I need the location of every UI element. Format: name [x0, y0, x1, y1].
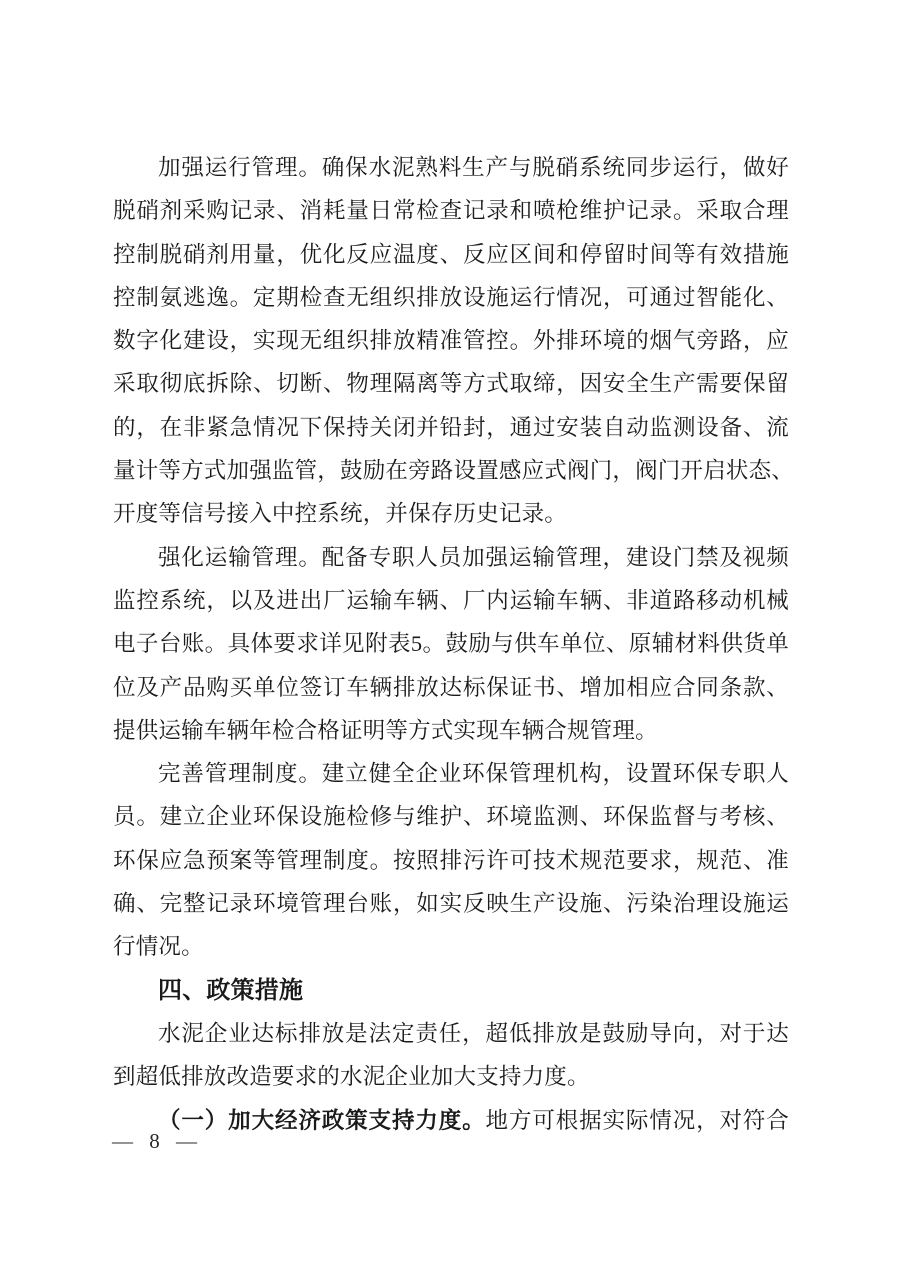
- text-line: 确、完整记录环境管理台账，如实反映生产设施、污染治理设施运: [113, 891, 789, 917]
- page-number: — 8 —: [112, 1129, 198, 1153]
- text-line: 位及产品购买单位签订车辆排放达标保证书、增加相应合同条款、: [113, 674, 789, 700]
- text-line: 员。建立企业环保设施检修与维护、环境监测、环保监督与考核、: [113, 804, 789, 830]
- text-line: 脱硝剂采购记录、消耗量日常检查记录和喷枪维护记录。采取合理: [113, 198, 789, 224]
- text-line: 到超低排放改造要求的水泥企业加大支持力度。: [113, 1064, 590, 1090]
- text-line: 电子台账。具体要求详见附表5。鼓励与供车单位、原辅材料供货单: [113, 631, 789, 657]
- bold-lead-text: （一）加大经济政策支持力度。: [158, 1107, 486, 1133]
- text-line: 采取彻底拆除、切断、物理隔离等方式取缔，因安全生产需要保留: [113, 371, 789, 397]
- text-line: [113, 1099, 789, 1142]
- section-heading: 四、政策措施: [158, 976, 304, 1004]
- text-line: 加强运行管理。确保水泥熟料生产与脱硝系统同步运行，做好: [158, 155, 789, 180]
- text-line: 环保应急预案等管理制度。按照排污许可技术规范要求，规范、准: [113, 847, 789, 873]
- text-line: 数字化建设，实现无组织排放精准管控。外排环境的烟气旁路，应: [113, 328, 789, 354]
- text-line: 强化运输管理。配备专职人员加强运输管理，建设门禁及视频: [158, 544, 789, 570]
- text-line: 完善管理制度。建立健全企业环保管理机构，设置环保专职人: [158, 761, 789, 787]
- text-line: 行情况。: [113, 934, 204, 960]
- text-line: 提供运输车辆年检合格证明等方式实现车辆合规管理。: [113, 717, 658, 743]
- text-line: 控制氨逃逸。定期检查无组织排放设施运行情况，可通过智能化、: [113, 284, 789, 310]
- document-body: [113, 146, 795, 1142]
- text-line: 量计等方式加强监管，鼓励在旁路设置感应式阀门，阀门开启状态、: [113, 458, 795, 484]
- line-rest-text: 地方可根据实际情况，对符合: [485, 1107, 789, 1133]
- text-line: 控制脱硝剂用量，优化反应温度、反应区间和停留时间等有效措施: [113, 241, 789, 267]
- text-line: 水泥企业达标排放是法定责任，超低排放是鼓励导向，对于达: [158, 1020, 789, 1046]
- text-line: 监控系统，以及进出厂运输车辆、厂内运输车辆、非道路移动机械: [113, 587, 789, 613]
- text-line: 的，在非紧急情况下保持关闭并铅封，通过安装自动监测设备、流: [113, 414, 789, 440]
- text-line: 开度等信号接入中控系统，并保存历史记录。: [113, 501, 568, 527]
